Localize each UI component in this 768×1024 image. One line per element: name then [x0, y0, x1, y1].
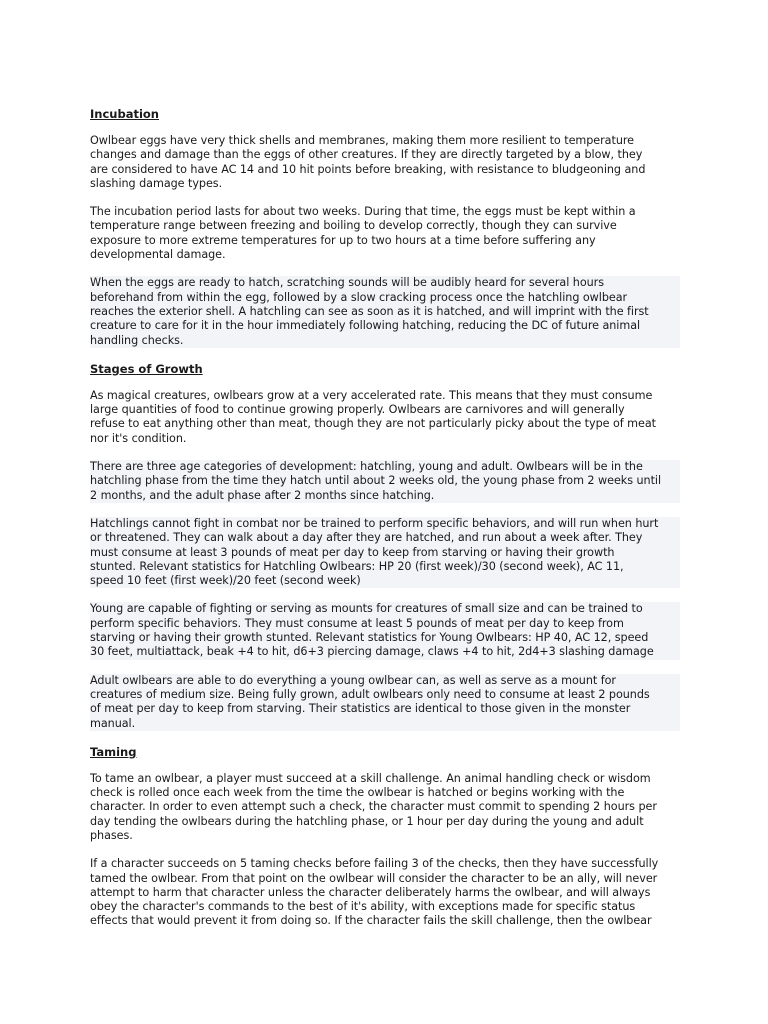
body-paragraph: [90, 389, 680, 446]
text-line: tamed the owlbear. From that point on the owlbear will consider the character to be an ally, will never: [90, 871, 658, 885]
document-page: [90, 107, 680, 943]
text-line: manual.: [90, 717, 680, 731]
text-line: As magical creatures, owlbears grow at a very accelerated rate. This means that they must consume: [90, 388, 653, 402]
text-line: starving or having their growth stunted. Relevant statistics for Young Owlbears: HP 40, AC 12, speed: [90, 631, 680, 645]
section-heading: Incubation: [90, 107, 159, 121]
section-heading: Taming: [90, 744, 137, 759]
body-paragraph: [90, 602, 680, 659]
text-line: handling checks.: [90, 334, 680, 348]
body-paragraph: [90, 517, 680, 588]
text-line: Young are capable of fighting or serving as mounts for creatures of small size and can be trained to: [90, 602, 680, 616]
text-line: perform specific behaviors. They must consume at least 5 pounds of meat per day to keep from: [90, 617, 680, 631]
body-paragraph: [90, 674, 680, 731]
text-line: phases.: [90, 828, 133, 842]
text-line: stunted. Relevant statistics for Hatchling Owlbears: HP 20 (first week)/30 (second week), AC 11,: [90, 560, 680, 574]
text-line: must consume at least 3 pounds of meat per day to keep from starving or having their growth: [90, 546, 680, 560]
body-paragraph: [90, 134, 680, 191]
text-line: reaches the exterior shell. A hatchling can see as soon as it is hatched, and will imprint with the first: [90, 305, 680, 319]
text-line: speed 10 feet (first week)/20 feet (second week): [90, 574, 680, 588]
text-line: or threatened. They can walk about a day after they are hatched, and run about a week after. They: [90, 531, 680, 545]
text-line: When the eggs are ready to hatch, scratching sounds will be audibly heard for several hours: [90, 276, 680, 290]
body-paragraph: [90, 460, 680, 503]
text-line: attempt to harm that character unless the character deliberately harms the owlbear, and will always: [90, 885, 651, 899]
text-line: If a character succeeds on 5 taming checks before failing 3 of the checks, then they have successfully: [90, 857, 659, 871]
text-line: of meat per day to keep from starving. Their statistics are identical to those given in the monster: [90, 702, 680, 716]
text-line: To tame an owlbear, a player must succeed at a skill challenge. An animal handling check or wisdom: [90, 771, 651, 785]
text-line: nor it's condition.: [90, 431, 187, 445]
text-line: creatures of medium size. Being fully grown, adult owlbears only need to consume at least 2 pounds: [90, 688, 680, 702]
text-line: Adult owlbears are able to do everything a young owlbear can, as well as serve as a mount for: [90, 674, 680, 688]
text-line: 2 months, and the adult phase after 2 months since hatching.: [90, 489, 680, 503]
body-paragraph: [90, 205, 680, 262]
text-line: slashing damage types.: [90, 176, 223, 190]
text-line: changes and damage than the eggs of other creatures. If they are directly targeted by a blow, they: [90, 148, 643, 162]
text-line: effects that would prevent it from doing so. If the character fails the skill challenge, then the owlbear: [90, 914, 652, 928]
text-line: character. In order to even attempt such a check, the character must commit to spending 2 hours per: [90, 800, 657, 814]
body-paragraph: [90, 276, 680, 347]
text-line: Hatchlings cannot fight in combat nor be trained to perform specific behaviors, and will run when hurt: [90, 517, 680, 531]
text-line: refuse to eat anything other than meat, though they are not particularly picky about the type of meat: [90, 417, 656, 431]
text-line: are considered to have AC 14 and 10 hit points before breaking, with resistance to bludgeoning and: [90, 162, 646, 176]
body-paragraph: [90, 857, 680, 928]
body-paragraph: [90, 772, 680, 843]
text-line: hatchling phase from the time they hatch until about 2 weeks old, the young phase from 2 weeks until: [90, 474, 680, 488]
text-line: The incubation period lasts for about two weeks. During that time, the eggs must be kept within a: [90, 205, 636, 219]
text-line: There are three age categories of development: hatchling, young and adult. Owlbears will be in the: [90, 460, 680, 474]
text-line: 30 feet, multiattack, beak +4 to hit, d6+3 piercing damage, claws +4 to hit, 2d4+3 slashing damage: [90, 645, 680, 659]
text-line: beforehand from within the egg, followed by a slow cracking process once the hatchling owlbear: [90, 291, 680, 305]
text-line: day tending the owlbears during the hatchling phase, or 1 hour per day during the young and adult: [90, 814, 644, 828]
text-line: Owlbear eggs have very thick shells and membranes, making them more resilient to temperature: [90, 134, 634, 147]
text-line: developmental damage.: [90, 248, 226, 262]
text-line: obey the character's commands to the best of it's ability, with exceptions made for specific status: [90, 900, 636, 914]
text-line: exposure to more extreme temperatures for up to two hours at a time before suffering any: [90, 233, 596, 247]
section-heading: Stages of Growth: [90, 361, 203, 376]
text-line: creature to care for it in the hour immediately following hatching, reducing the DC of future animal: [90, 319, 680, 333]
text-line: temperature range between freezing and boiling to develop correctly, though they can survive: [90, 219, 617, 233]
text-line: large quantities of food to continue growing properly. Owlbears are carnivores and will generally: [90, 403, 625, 417]
text-line: check is rolled once each week from the time the owlbear is hatched or begins working with the: [90, 786, 625, 800]
